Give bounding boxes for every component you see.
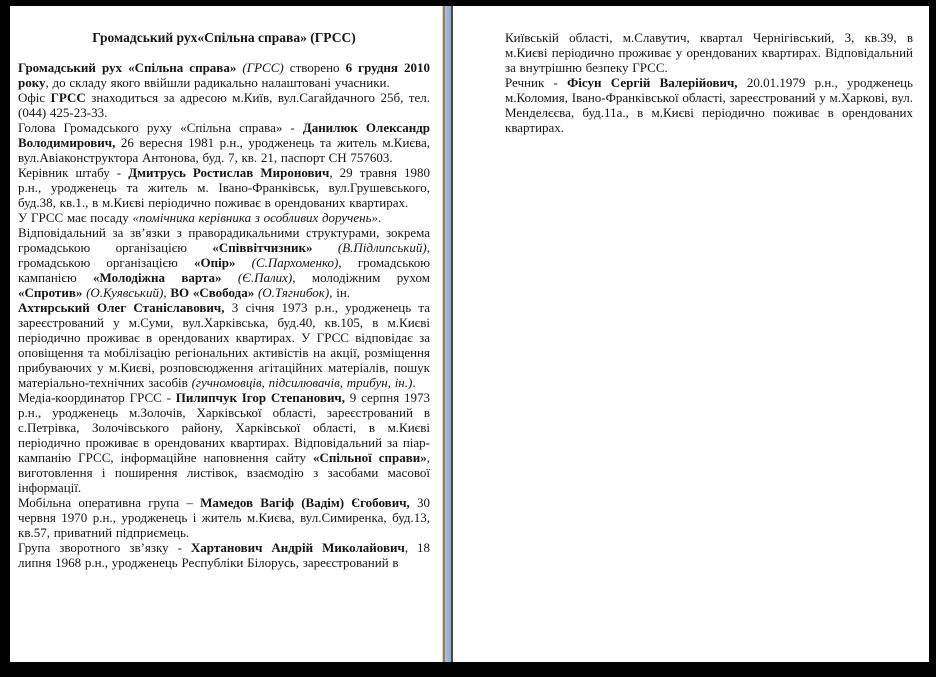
text-run: (ГРСС) [242, 60, 284, 75]
document-title: Громадський рух«Спільна справа» (ГРСС) [92, 30, 356, 45]
text-run: Хартанович Андрій Миколайович [190, 540, 405, 555]
paragraph [18, 90, 430, 120]
text-run: . [412, 375, 416, 390]
text-run: 20.01.1979 р.н., уродженець м.Коломия, Івано-Франківської області, зареєстрований у м.Харкові, вул. Менделєєва, буд.11а., в м.Києві періодично поживає в орендованих квартирах. [505, 75, 913, 135]
text-run: (С.Пархоменко) [251, 255, 339, 270]
text-run [235, 255, 251, 270]
text-run: (В.Підлипський) [337, 240, 427, 255]
text-run: ВО «Свобода» [170, 285, 255, 300]
text-run: , громадською організацією [18, 240, 430, 270]
two-page-spread [10, 6, 929, 662]
paragraph [18, 165, 430, 210]
text-run: Данилюк Олександр Володимирович, [18, 120, 430, 150]
text-run: , до складу якого ввійшли радикально налаштовані учасники. [45, 75, 390, 90]
text-run: Офіс [18, 90, 51, 105]
page-1 [10, 6, 442, 662]
text-run: 26 вересня 1981 р.н., уродженець та житель м.Києва, вул.Авіаконструктора Антонова, буд. 7, кв. 21, паспорт СН 757603. [18, 135, 430, 165]
text-run: , молодіжним рухом [292, 270, 431, 285]
text-run: . [378, 210, 382, 225]
text-run: (Є.Палих) [237, 270, 293, 285]
text-run: Керівник штабу - [18, 165, 129, 180]
text-run: , громадською кампанією [18, 255, 430, 285]
text-run: 3 січня 1973 р.н., уродженець та зареєстрований у м.Суми, вул.Харківська, буд.40, кв.105, в м.Києві періодично проживає в орендованих квартирах. У ГРСС відповідає за оповіщення та мобілізацію регіональних активістів на акції, розміщення прибуваючих у м.Києві, розповсюдження агітаційних матеріалів, пошук матеріально-технічних засобів [18, 300, 430, 390]
text-run: , [163, 285, 171, 300]
text-run: знаходиться за адресою м.Київ, вул.Сагайдачного 25б, тел. (044) 425-23-33. [18, 90, 430, 120]
paragraph [18, 495, 430, 540]
text-run: «Опір» [193, 255, 236, 270]
paragraph [505, 75, 913, 135]
page-divider [442, 6, 453, 662]
text-run: Дмитрусь Ростислав Миронович [128, 165, 330, 180]
text-run: , виготовлення і поширення листівок, взаємодію з засобами масової інформації. [18, 450, 431, 495]
text-run: створено [283, 60, 346, 75]
text-run: «Спільної справи» [313, 450, 427, 465]
text-run: (О.Тягнибок) [257, 285, 330, 300]
text-run: 6 грудня 2010 року [18, 60, 430, 90]
paragraph [18, 225, 430, 300]
text-run: Голова Громадського руху «Спільна справа» - [18, 120, 303, 135]
text-run: ГРСС [50, 90, 86, 105]
page-1-text [18, 60, 430, 570]
text-run: , 18 липня 1968 р.н., уродженець Республіки Білорусь, зареєстрований в [18, 540, 431, 570]
text-run: Громадський рух «Спільна справа» [18, 60, 243, 75]
paragraph [18, 390, 430, 495]
paragraph [18, 300, 430, 390]
text-run [221, 270, 237, 285]
text-run: , 29 травня 1980 р.н., уродженець та житель м. Івано-Франківськ, вул.Грушевського, буд.38, кв.1., в м.Києві періодично поживає в орендованих квартирах. [18, 165, 431, 210]
text-run: (гучномовців, підсилювачів, трибун, ін.) [191, 375, 413, 390]
paragraph [18, 540, 430, 570]
text-run: 30 червня 1970 р.н., уродженець і житель м.Києва, вул.Симиренка, буд.13, кв.57, приватний підприємець. [18, 495, 431, 540]
paragraph [18, 120, 430, 165]
text-run: Ахтирський Олег Станіславович, [18, 300, 225, 315]
text-run: Пилипчук Ігор Степанович, [175, 390, 346, 405]
page-2 [453, 6, 929, 662]
text-run: 9 серпня 1973 р.н., уродженець м.Золочів, Харківської області, зареєстрований в с.Петрівка, Золочівського району, Харківської області, в м.Києві періодично проживає в орендованих квартирах. Відповідальний за піар-кампанію ГРСС, інформаційне наповнення сайту [18, 390, 430, 465]
text-run: Мобільна оперативна група – [18, 495, 201, 510]
page-2-text [505, 30, 913, 135]
text-run: (О.Куявський) [86, 285, 164, 300]
text-run: Медіа-координатор ГРСС - [18, 390, 176, 405]
text-run: Група зворотного зв’язку - [18, 540, 191, 555]
text-run: «Спротив» [18, 285, 83, 300]
text-run: «Молодіжна варта» [93, 270, 222, 285]
text-run: Фісун Сергій Валерійович, [567, 75, 738, 90]
paragraph [505, 30, 913, 75]
text-run: Київській області, м.Славутич, квартал Чернігівський, 3, кв.39, в м.Києві періодично проживає у орендованих квартирах. Відповідальний за внутрішню безпеку ГРСС. [505, 30, 913, 75]
paragraph [18, 210, 430, 225]
paragraph [18, 60, 430, 90]
text-run: Відповідальний за зв’язки з праворадикальними структурами, зокрема громадською організацією [18, 225, 430, 255]
text-run: Мамедов Вагіф (Вадім) Єгобович, [200, 495, 410, 510]
text-run: У ГРСС має посаду [18, 210, 133, 225]
text-run: «Співвітчизник» [212, 240, 313, 255]
text-run: «помічника керівника з особливих доручень» [132, 210, 378, 225]
text-run [312, 240, 337, 255]
text-run: Речник - [505, 75, 568, 90]
text-run: , ін. [329, 285, 351, 300]
